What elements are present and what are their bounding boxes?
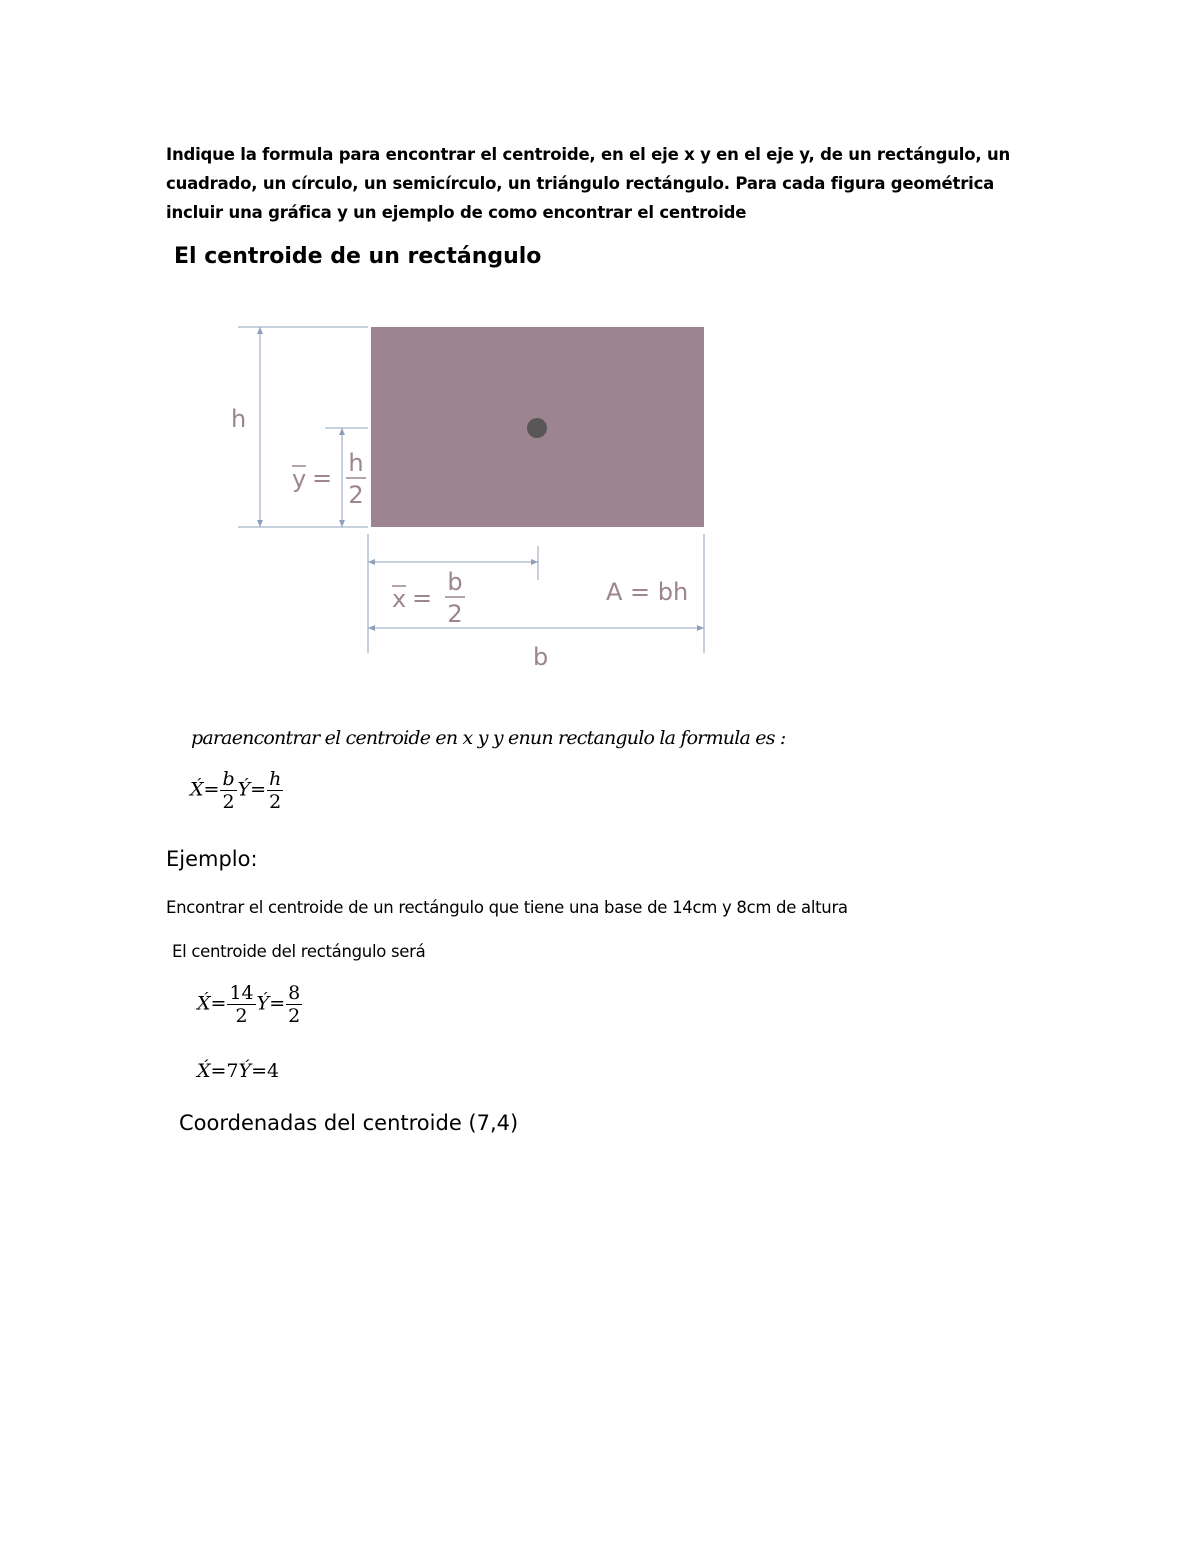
xbar-equals: = [412,584,433,612]
example-final-values [197,1060,279,1082]
xbar-symbol: X́ [197,992,211,1015]
intro-paragraph: Indique la formula para encontrar el centroide, en el eje x y en el eje y, de un rectángulo, un cuadrado, un círculo, un semicírculo, un triángulo rectángulo. Para cada figura geométrica incluir una gráfica y un ejemplo de como encontrar el centroide [166,145,1011,222]
h-over-2-numerator: h [348,449,364,477]
y-denominator: 2 [269,791,282,813]
centroid-coordinates: Coordenadas del centroide (7,4) [179,1111,519,1135]
x-numerator: b [222,768,235,790]
example-title: Ejemplo: [166,847,258,871]
equals-sign: = [203,778,220,801]
ybar-symbol: Ý [256,992,270,1015]
ybar-equals: = [312,464,333,492]
y-value: 4 [267,1060,280,1082]
example-calculation [197,982,303,1027]
centroid-dot [527,418,547,438]
xbar-symbol: X́ [190,778,204,801]
x-value: 7 [226,1060,239,1082]
y-fraction [267,768,283,813]
equals-sign: = [269,992,286,1015]
x-fraction [227,982,255,1027]
ybar-label: y [292,465,307,493]
equals-sign: = [251,1060,268,1082]
area-label: A = bh [606,578,689,606]
ybar-symbol: Ý [238,1060,252,1082]
y-numerator: 8 [288,982,301,1004]
height-label: h [231,405,247,433]
x-denominator: 2 [222,791,235,813]
y-numerator: h [269,768,282,790]
formula-intro: paraencontrar el centroide en x y y enun rectangulo la formula es : [191,727,786,749]
b-over-2-denominator: 2 [447,600,463,628]
example-result-intro: El centroide del rectángulo será [172,942,426,961]
equals-sign: = [210,992,227,1015]
rectangle-centroid-figure [220,310,720,680]
x-numerator: 14 [229,982,254,1004]
example-statement: Encontrar el centroide de un rectángulo que tiene una base de 14cm y 8cm de altura [166,898,848,917]
b-over-2-numerator: b [447,568,463,596]
section-title: El centroide de un rectángulo [174,244,542,269]
general-formula [190,768,284,813]
y-fraction [286,982,302,1027]
equals-sign: = [250,778,267,801]
base-label: b [533,643,549,671]
ybar-symbol: Ý [237,778,251,801]
xbar-symbol: X́ [197,1060,211,1082]
xbar-label: x [392,585,407,613]
x-fraction [220,768,236,813]
equals-sign: = [210,1060,227,1082]
x-denominator: 2 [235,1005,248,1027]
h-over-2-denominator: 2 [348,481,364,509]
y-denominator: 2 [288,1005,301,1027]
